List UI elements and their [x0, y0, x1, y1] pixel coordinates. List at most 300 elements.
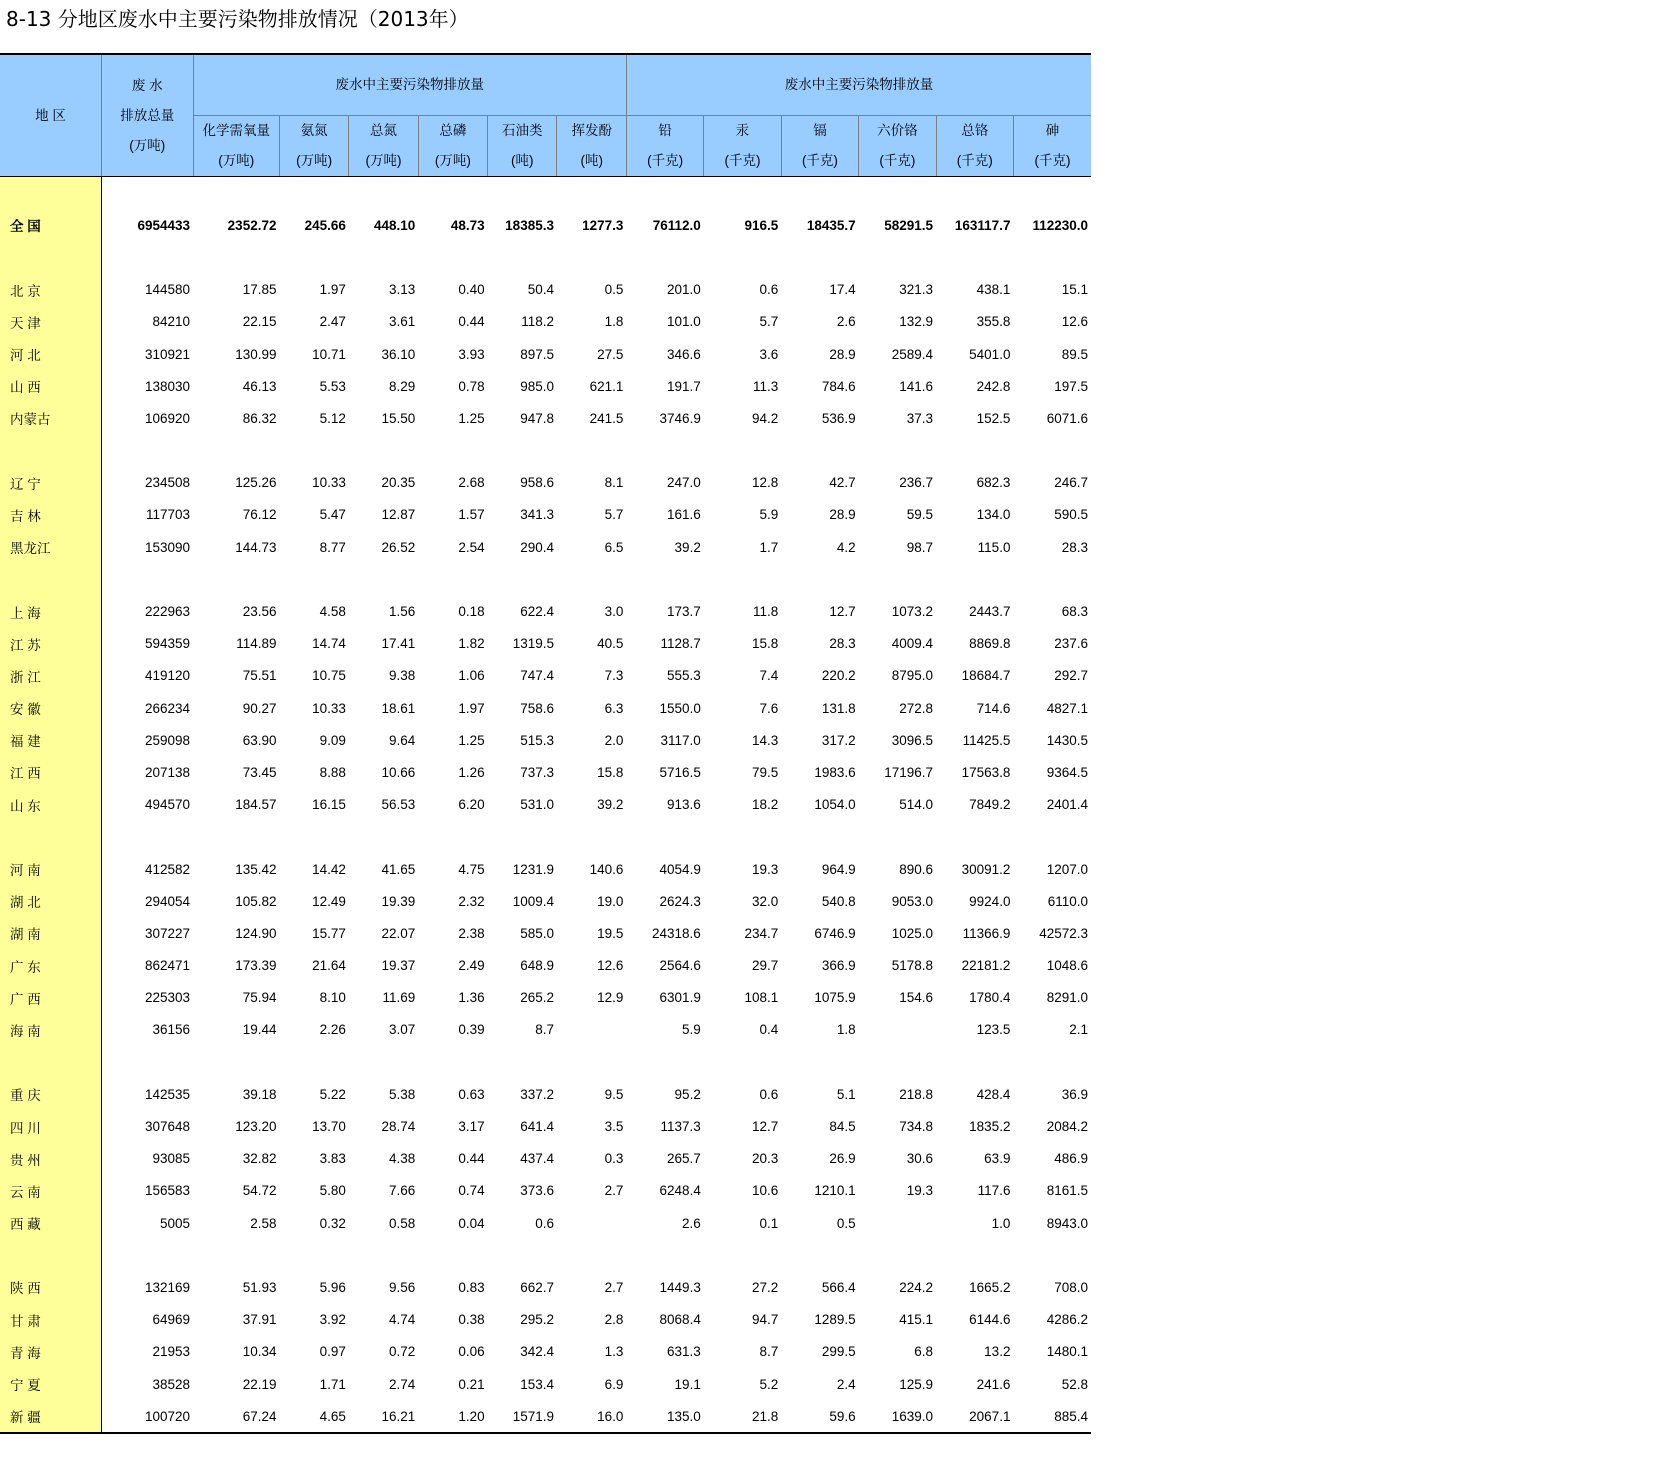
value-cell: [349, 1239, 418, 1271]
value-cell: 24318.6: [652, 925, 701, 941]
region-cell: 黑龙江: [0, 531, 102, 563]
value-cell: 28.3: [1061, 539, 1088, 555]
value-cell: 10.34: [242, 1344, 277, 1360]
value-cell: 2.6: [682, 1215, 701, 1231]
value-cell: 241.6: [976, 1376, 1011, 1392]
value-cell: 16.0: [557, 1400, 626, 1433]
region-cell: 青 海: [0, 1336, 102, 1368]
value-cell: 737.3: [520, 764, 554, 780]
value-cell: 5716.5: [659, 764, 701, 780]
value-cell: 63.9: [984, 1151, 1011, 1167]
value-cell: 1.8: [604, 314, 624, 330]
value-cell: 1277.3: [582, 217, 624, 233]
value-cell: 28.9: [829, 507, 856, 523]
value-cell: 1550.0: [659, 700, 701, 716]
value-cell: 8.1: [604, 475, 624, 491]
value-cell: 19.0: [597, 893, 624, 909]
value-cell: 9.09: [319, 732, 346, 748]
value-cell: 2.32: [458, 893, 485, 909]
value-cell: [704, 177, 781, 210]
value-cell: 2084.2: [1046, 1119, 1088, 1135]
value-cell: 112230.0: [1032, 217, 1088, 233]
table-row: [0, 724, 1091, 756]
value-cell: 106920: [144, 410, 191, 426]
region-cell: 湖 南: [0, 917, 102, 949]
value-cell: 152.5: [976, 410, 1011, 426]
value-cell: 84210: [152, 314, 191, 330]
value-cell: [936, 241, 1013, 273]
value-cell: [193, 563, 279, 595]
value-cell: 39.18: [242, 1086, 277, 1102]
value-cell: [859, 1239, 936, 1271]
value-cell: 138030: [144, 378, 191, 394]
value-cell: 299.5: [821, 1344, 856, 1360]
value-cell: 28.74: [381, 1119, 416, 1135]
value-cell: 0.74: [458, 1183, 485, 1199]
value-cell: 0.6: [535, 1215, 554, 1231]
value-cell: 412582: [144, 861, 191, 877]
value-cell: 105.82: [235, 893, 277, 909]
value-cell: 648.9: [520, 958, 554, 974]
value-cell: 56.53: [381, 797, 416, 813]
value-cell: 86.32: [242, 410, 277, 426]
column-header: 石油类 (吨): [488, 116, 557, 177]
value-cell: 39.2: [597, 797, 624, 813]
value-cell: 6746.9: [814, 925, 856, 941]
value-cell: 662.7: [520, 1279, 554, 1295]
value-cell: 59.6: [781, 1400, 858, 1433]
value-cell: 19.3: [906, 1183, 934, 1199]
value-cell: 1075.9: [814, 990, 856, 1006]
value-cell: 19.1: [674, 1376, 701, 1392]
value-cell: 135.42: [235, 861, 277, 877]
table-row: [0, 1143, 1091, 1175]
value-cell: [936, 1239, 1013, 1271]
value-cell: 494570: [144, 797, 191, 813]
value-cell: [193, 1046, 279, 1078]
value-cell: 39.2: [674, 539, 701, 555]
value-cell: 22.19: [242, 1376, 277, 1392]
value-cell: 38528: [152, 1376, 191, 1392]
value-cell: 51.93: [242, 1279, 277, 1295]
value-cell: 964.9: [821, 861, 856, 877]
value-cell: 12.87: [381, 507, 416, 523]
value-cell: 8795.0: [891, 668, 934, 684]
value-cell: 366.9: [821, 958, 856, 974]
value-cell: 621.1: [589, 378, 624, 394]
table-row: [0, 1400, 1091, 1433]
value-cell: 6144.6: [969, 1312, 1011, 1328]
value-cell: 125.9: [899, 1376, 934, 1392]
value-cell: 0.72: [388, 1344, 416, 1360]
value-cell: [781, 241, 858, 273]
value-cell: 95.2: [674, 1086, 701, 1102]
value-cell: 28.3: [829, 636, 856, 652]
value-cell: 142535: [144, 1086, 191, 1102]
value-cell: 7.6: [759, 700, 779, 716]
value-cell: [102, 1239, 193, 1271]
region-cell: 山 西: [0, 370, 102, 402]
value-cell: [859, 435, 936, 467]
value-cell: [102, 241, 193, 273]
value-cell: 2.1: [1069, 1022, 1088, 1038]
region-cell: 河 北: [0, 338, 102, 370]
value-cell: 2.68: [458, 475, 485, 491]
value-cell: 682.3: [976, 475, 1011, 491]
value-cell: [704, 1239, 781, 1271]
value-cell: 22.07: [381, 925, 416, 941]
value-cell: 26.9: [829, 1151, 856, 1167]
value-cell: 1048.6: [1046, 958, 1088, 974]
value-cell: 184.57: [235, 797, 277, 813]
table-row: [0, 531, 1091, 563]
value-cell: 52.8: [1061, 1376, 1088, 1392]
value-cell: 913.6: [667, 797, 701, 813]
value-cell: 0.39: [458, 1022, 485, 1038]
value-cell: 9.56: [388, 1279, 416, 1295]
value-cell: 9.64: [388, 732, 416, 748]
value-cell: 23.56: [242, 604, 277, 620]
table-row: [0, 885, 1091, 917]
value-cell: 6.5: [604, 539, 624, 555]
value-cell: 9924.0: [969, 893, 1011, 909]
value-cell: 1009.4: [512, 893, 554, 909]
region-cell: 西 藏: [0, 1207, 102, 1239]
value-cell: 437.4: [520, 1151, 554, 1167]
value-cell: 225303: [144, 990, 191, 1006]
value-cell: 1.25: [458, 732, 485, 748]
value-cell: 540.8: [821, 893, 856, 909]
value-cell: 3.17: [458, 1119, 485, 1135]
value-cell: [557, 1207, 626, 1239]
table-row: [0, 1014, 1091, 1046]
table-row: [0, 1304, 1091, 1336]
value-cell: 3.83: [319, 1151, 346, 1167]
value-cell: 4.2: [836, 539, 856, 555]
value-cell: 1054.0: [814, 797, 856, 813]
value-cell: 337.2: [520, 1086, 554, 1102]
value-cell: [781, 821, 858, 853]
region-cell: 浙 江: [0, 660, 102, 692]
value-cell: 3096.5: [891, 732, 934, 748]
table-row: [0, 789, 1091, 821]
value-cell: 115.0: [977, 539, 1011, 555]
region-cell: 四 川: [0, 1110, 102, 1142]
value-cell: [859, 563, 936, 595]
value-cell: 1983.6: [814, 764, 856, 780]
value-cell: 438.1: [976, 282, 1011, 298]
value-cell: 5.38: [388, 1086, 416, 1102]
value-cell: 5.9: [759, 507, 779, 523]
value-cell: 590.5: [1054, 507, 1088, 523]
region-cell: 重 庆: [0, 1078, 102, 1110]
region-cell: 全 国: [0, 209, 102, 241]
value-cell: 12.9: [597, 990, 624, 1006]
value-cell: 15.8: [751, 636, 779, 652]
page-title: 8-13 分地区废水中主要污染物排放情况（2013年）: [6, 7, 469, 31]
value-cell: [781, 563, 858, 595]
value-cell: 6301.9: [659, 990, 701, 1006]
value-cell: 2352.72: [227, 217, 277, 233]
value-cell: 11.69: [382, 990, 416, 1006]
table-row: [0, 1110, 1091, 1142]
value-cell: 321.3: [899, 282, 934, 298]
region-cell: [0, 821, 102, 853]
value-cell: 2.74: [388, 1376, 416, 1392]
value-cell: 7.3: [604, 668, 624, 684]
value-cell: 307648: [144, 1119, 191, 1135]
value-cell: 1210.1: [814, 1183, 856, 1199]
value-cell: 117.6: [977, 1183, 1011, 1199]
value-cell: 8.88: [319, 764, 346, 780]
value-cell: [279, 241, 348, 273]
value-cell: [626, 435, 703, 467]
value-cell: 9053.0: [891, 893, 934, 909]
table-row: [0, 306, 1091, 338]
value-cell: 784.6: [821, 378, 856, 394]
value-cell: 259098: [144, 732, 191, 748]
value-cell: 246.7: [1054, 475, 1088, 491]
value-cell: 54.72: [242, 1183, 277, 1199]
value-cell: 0.18: [458, 604, 485, 620]
value-cell: 18684.7: [961, 668, 1011, 684]
value-cell: 14.3: [751, 732, 779, 748]
value-cell: 11.8: [752, 604, 779, 620]
value-cell: 241.5: [589, 410, 624, 426]
value-cell: [418, 1046, 487, 1078]
column-header: 镉 (千克): [781, 116, 858, 177]
value-cell: 218.8: [899, 1086, 934, 1102]
spacer-row: [0, 1046, 1091, 1078]
value-cell: [781, 1046, 858, 1078]
value-cell: 566.4: [821, 1279, 856, 1295]
table-row: [0, 274, 1091, 306]
value-cell: 1.3: [604, 1344, 624, 1360]
value-cell: 4286.2: [1046, 1312, 1088, 1328]
value-cell: 19.37: [381, 958, 416, 974]
value-cell: 2.6: [836, 314, 856, 330]
value-cell: 37.91: [242, 1312, 277, 1328]
value-cell: 3117.0: [660, 732, 701, 748]
value-cell: 101.0: [667, 314, 701, 330]
spacer-row: [0, 1239, 1091, 1271]
value-cell: 346.6: [667, 346, 701, 362]
value-cell: [557, 1046, 626, 1078]
value-cell: 272.8: [899, 700, 934, 716]
value-cell: 294054: [144, 893, 191, 909]
group-header-2: 废水中主要污染物排放量: [626, 54, 1091, 116]
value-cell: 130.99: [235, 346, 277, 362]
value-cell: [279, 177, 348, 210]
region-cell: 江 苏: [0, 628, 102, 660]
column-header: 总磷 (万吨): [418, 116, 487, 177]
value-cell: 220.2: [821, 668, 856, 684]
table-row: [0, 1207, 1091, 1239]
value-cell: 98.7: [906, 539, 934, 555]
value-cell: [349, 563, 418, 595]
value-cell: [349, 435, 418, 467]
value-cell: [859, 241, 936, 273]
value-cell: 19.44: [242, 1022, 277, 1038]
value-cell: 1137.3: [660, 1119, 701, 1135]
value-cell: 8.77: [319, 539, 346, 555]
region-cell: 宁 夏: [0, 1368, 102, 1400]
value-cell: 6071.6: [1046, 410, 1088, 426]
spacer-row: [0, 241, 1091, 273]
value-cell: [859, 821, 936, 853]
value-cell: 144580: [144, 282, 191, 298]
value-cell: [279, 563, 348, 595]
value-cell: [102, 821, 193, 853]
value-cell: 515.3: [520, 732, 554, 748]
value-cell: 224.2: [899, 1279, 934, 1295]
pollutant-table: [0, 53, 1091, 1434]
value-cell: 2.8: [604, 1312, 624, 1328]
value-cell: [418, 1239, 487, 1271]
value-cell: [557, 241, 626, 273]
value-cell: 862471: [144, 958, 191, 974]
value-cell: 885.4: [1013, 1400, 1091, 1433]
value-cell: 237.6: [1054, 636, 1088, 652]
value-cell: 2.4: [836, 1376, 856, 1392]
value-cell: [349, 821, 418, 853]
value-cell: 5.53: [319, 378, 346, 394]
region-cell: 安 徽: [0, 692, 102, 724]
value-cell: 1.56: [388, 604, 416, 620]
value-cell: 8.29: [388, 378, 416, 394]
region-cell: 广 东: [0, 950, 102, 982]
column-header: 氨氮 (万吨): [279, 116, 348, 177]
value-cell: 20.35: [381, 475, 416, 491]
value-cell: 21.64: [312, 958, 346, 974]
value-cell: 295.2: [520, 1312, 554, 1328]
value-cell: 622.4: [520, 604, 554, 620]
value-cell: 6954433: [137, 217, 191, 233]
value-cell: 1639.0: [859, 1400, 936, 1433]
value-cell: [488, 821, 557, 853]
table-row: [0, 402, 1091, 434]
value-cell: 90.27: [242, 700, 277, 716]
value-cell: 10.71: [312, 346, 346, 362]
value-cell: 10.33: [312, 475, 346, 491]
value-cell: 50.4: [527, 282, 554, 298]
column-header: 铅 (千克): [626, 116, 703, 177]
value-cell: 15.8: [597, 764, 624, 780]
value-cell: 197.5: [1054, 378, 1088, 394]
value-cell: 30.6: [906, 1151, 934, 1167]
value-cell: 307227: [144, 925, 191, 941]
value-cell: 0.1: [759, 1215, 779, 1231]
value-cell: 173.7: [667, 604, 701, 620]
value-cell: 4.58: [319, 604, 346, 620]
value-cell: [626, 1046, 703, 1078]
value-cell: 132169: [144, 1279, 191, 1295]
value-cell: [488, 177, 557, 210]
value-cell: 7849.2: [969, 797, 1011, 813]
value-cell: [936, 821, 1013, 853]
column-header: 总氮 (万吨): [349, 116, 418, 177]
value-cell: [704, 821, 781, 853]
value-cell: [626, 821, 703, 853]
region-header: 地 区: [0, 54, 102, 177]
value-cell: 18.2: [751, 797, 779, 813]
value-cell: 21.8: [704, 1400, 781, 1433]
region-cell: 天 津: [0, 306, 102, 338]
value-cell: 27.2: [751, 1279, 779, 1295]
value-cell: [488, 435, 557, 467]
value-cell: 8869.8: [969, 636, 1011, 652]
value-cell: 201.0: [667, 282, 701, 298]
value-cell: 7.66: [388, 1183, 416, 1199]
value-cell: 0.21: [458, 1376, 485, 1392]
value-cell: 13.2: [984, 1344, 1011, 1360]
value-cell: 8.7: [535, 1022, 554, 1038]
value-cell: 114.89: [236, 636, 277, 652]
value-cell: 947.8: [520, 410, 554, 426]
value-cell: 222963: [144, 604, 191, 620]
region-cell: 吉 林: [0, 499, 102, 531]
table-row: [0, 950, 1091, 982]
value-cell: 19.3: [751, 861, 779, 877]
value-cell: 144.73: [235, 539, 277, 555]
value-cell: 419120: [144, 668, 191, 684]
value-cell: 234.7: [744, 925, 779, 941]
value-cell: 18385.3: [505, 217, 554, 233]
value-cell: 94.7: [751, 1312, 779, 1328]
value-cell: 631.3: [667, 1344, 701, 1360]
value-cell: 1.36: [458, 990, 485, 1006]
value-cell: 2.7: [604, 1183, 624, 1199]
table-row: [0, 756, 1091, 788]
value-cell: [488, 563, 557, 595]
value-cell: 2.54: [458, 539, 485, 555]
value-cell: 5.9: [682, 1022, 701, 1038]
value-cell: [704, 241, 781, 273]
value-cell: [279, 435, 348, 467]
value-cell: 7.4: [759, 668, 779, 684]
value-cell: 79.5: [751, 764, 779, 780]
region-cell: [0, 1239, 102, 1271]
value-cell: [936, 563, 1013, 595]
group-header-1: 废水中主要污染物排放量: [193, 54, 626, 116]
table-body: [0, 177, 1091, 1434]
value-cell: 555.3: [667, 668, 701, 684]
value-cell: [936, 177, 1013, 210]
value-cell: 12.7: [751, 1119, 779, 1135]
value-cell: 9.38: [388, 668, 416, 684]
value-cell: [349, 241, 418, 273]
value-cell: 68.3: [1061, 604, 1088, 620]
value-cell: [936, 435, 1013, 467]
value-cell: 8291.0: [1046, 990, 1088, 1006]
table-row: [0, 1078, 1091, 1110]
value-cell: 123.5: [976, 1022, 1011, 1038]
table-row: [0, 1336, 1091, 1368]
value-cell: 536.9: [821, 410, 856, 426]
value-cell: 1430.5: [1046, 732, 1088, 748]
value-cell: 10.66: [381, 764, 416, 780]
region-cell: 河 南: [0, 853, 102, 885]
value-cell: 5178.8: [891, 958, 934, 974]
value-cell: 118.2: [521, 314, 554, 330]
value-cell: 59.5: [906, 507, 934, 523]
value-cell: 1073.2: [891, 604, 934, 620]
value-cell: 75.94: [242, 990, 277, 1006]
region-cell: 陕 西: [0, 1271, 102, 1303]
value-cell: [557, 435, 626, 467]
value-cell: [859, 1014, 936, 1046]
value-cell: 131.8: [821, 700, 856, 716]
